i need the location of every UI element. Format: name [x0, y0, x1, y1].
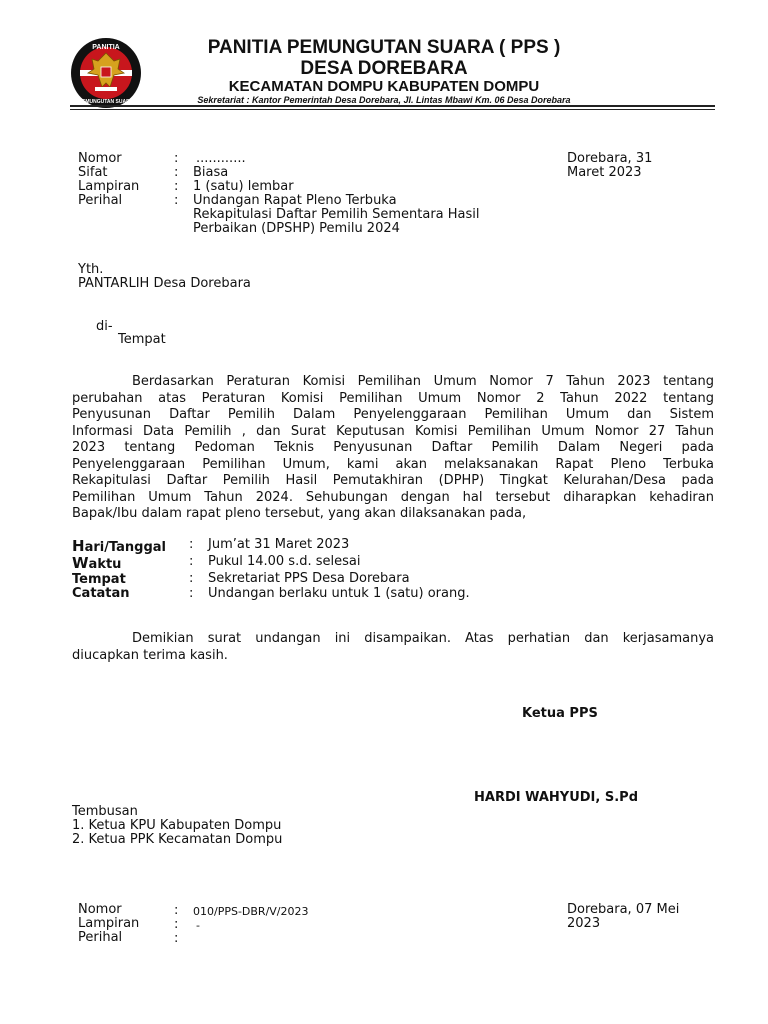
body-paragraph: [72, 374, 714, 523]
meta2-label-lampiran: Lampiran: [78, 916, 140, 931]
detail-colon: :: [189, 554, 194, 569]
meta2-colon: :: [174, 917, 179, 932]
letterhead-title: PANITIA PEMUNGUTAN SUARA ( PPS ): [207, 37, 561, 58]
letter-date-line: Dorebara, 31: [567, 151, 653, 166]
detail-value-catatan: Undangan berlaku untuk 1 (satu) orang.: [208, 586, 470, 601]
meta-colon: :: [174, 179, 179, 194]
meta-colon: :: [174, 151, 179, 166]
detail-colon: :: [189, 571, 194, 586]
letterhead-district: KECAMATAN DOMPU KABUPATEN DOMPU: [228, 78, 540, 95]
detail-colon: :: [189, 537, 194, 552]
paragraph-line: Rekapitulasi Daftar Pemilih Hasil Pemutakhiran (DPHP) Tingkat Kelurahan/Desa pada: [72, 473, 714, 488]
recipient-di: di-: [96, 319, 113, 334]
detail-value-tempat: Sekretariat PPS Desa Dorebara: [208, 571, 410, 586]
meta-perihal-line: Undangan Rapat Pleno Terbuka: [193, 193, 397, 208]
salutation: Yth.: [78, 262, 104, 277]
recipient-place: Tempat: [118, 332, 166, 347]
meta2-colon: :: [174, 903, 179, 918]
letter2-date-line: 2023: [567, 916, 601, 931]
detail-label-tempat: Tempat: [72, 572, 126, 587]
cc-item: 1. Ketua KPU Kabupaten Dompu: [72, 818, 282, 833]
meta2-label-nomor: Nomor: [78, 902, 122, 917]
meta2-lampiran-value: -: [196, 919, 200, 932]
meta-label-perihal: Perihal: [78, 193, 123, 208]
paragraph-line: Pemilihan Umum Tahun 2024. Sehubungan dengan hal tersebut diharapkan kehadiran: [72, 489, 714, 505]
detail-value-waktu: Pukul 14.00 s.d. selesai: [208, 554, 361, 569]
meta-perihal-line: Perbaikan (DPSHP) Pemilu 2024: [193, 221, 400, 236]
meta2-nomor-value: 010/PPS-DBR/V/2023: [193, 905, 309, 918]
svg-text:PANITIA: PANITIA: [92, 44, 120, 51]
detail-label-cap: W: [72, 554, 89, 572]
letter-date-line: Maret 2023: [567, 165, 642, 180]
detail-colon: :: [189, 586, 194, 601]
paragraph-line: Bapak/Ibu dalam rapat pleno tersebut, yang akan dilaksanakan pada,: [72, 506, 527, 521]
detail-label-waktu: [72, 556, 121, 572]
paragraph-line: Penyelenggaraan Pemilihan Umum, kami akan melaksanakan Rapat Pleno Terbuka: [72, 456, 714, 472]
meta-lampiran-value: 1 (satu) lembar: [193, 179, 294, 194]
meta2-label-perihal: Perihal: [78, 930, 123, 945]
signer-title: Ketua PPS: [522, 706, 598, 721]
detail-label-cap: H: [72, 537, 85, 555]
paragraph-line: 2023 tentang Pedoman Teknis Penyusunan Daftar Pemilih Dalam Negeri pada: [72, 440, 714, 455]
closing-line: Demikian surat undangan ini disampaikan. Atas perhatian dan kerjasamanya: [132, 631, 714, 646]
meta-label-sifat: Sifat: [78, 165, 108, 180]
cc-title: Tembusan: [72, 804, 138, 819]
paragraph-line: Informasi Data Pemilih , dan Surat Keputusan Komisi Pemilihan Umum Nomor 27 Tahun: [72, 423, 714, 439]
closing-paragraph: [72, 631, 714, 664]
header-rule-thin: [70, 109, 715, 110]
detail-label-rest: ari/Tanggal: [84, 540, 167, 555]
signer-name: HARDI WAHYUDI, S.Pd: [474, 790, 638, 805]
meta-sifat-value: Biasa: [193, 165, 229, 180]
detail-label-rest: aktu: [88, 557, 122, 572]
meta-colon: :: [174, 165, 179, 180]
svg-text:PEMUNGUTAN SUARA: PEMUNGUTAN SUARA: [78, 99, 134, 105]
meta2-colon: :: [174, 931, 179, 946]
paragraph-line: Berdasarkan Peraturan Komisi Pemilihan Umum Nomor 7 Tahun 2023 tentang: [132, 374, 714, 389]
letterhead-village: DESA DOREBARA: [300, 58, 468, 79]
meta-colon: :: [174, 193, 179, 208]
detail-value-hari: Jum’at 31 Maret 2023: [208, 537, 350, 552]
meta-nomor-value: ............: [196, 151, 246, 166]
header-rule: [70, 105, 715, 107]
letter2-date-line: Dorebara, 07 Mei: [567, 902, 680, 917]
paragraph-line: Penyusunan Daftar Pemilih Dalam Penyelenggaraan Pemilihan Umum dan Sistem: [72, 407, 714, 422]
cc-item: 2. Ketua PPK Kecamatan Dompu: [72, 832, 283, 847]
meta-label-lampiran: Lampiran: [78, 179, 140, 194]
letterhead-secretariat: Sekretariat : Kantor Pemerintah Desa Dorebara, Jl. Lintas Mbawi Km. 06 Desa Dorebara: [197, 95, 571, 105]
closing-line: diucapkan terima kasih.: [72, 647, 228, 663]
meta-label-nomor: Nomor: [78, 151, 122, 166]
paragraph-line: perubahan atas Peraturan Komisi Pemilihan Umum Nomor 2 Tahun 2022 tentang: [72, 390, 714, 406]
meta-perihal-line: Rekapitulasi Daftar Pemilih Sementara Hasil: [193, 207, 480, 222]
recipient: PANTARLIH Desa Dorebara: [78, 276, 251, 291]
detail-label-catatan: Catatan: [72, 586, 130, 601]
detail-label-hari: [72, 539, 166, 555]
